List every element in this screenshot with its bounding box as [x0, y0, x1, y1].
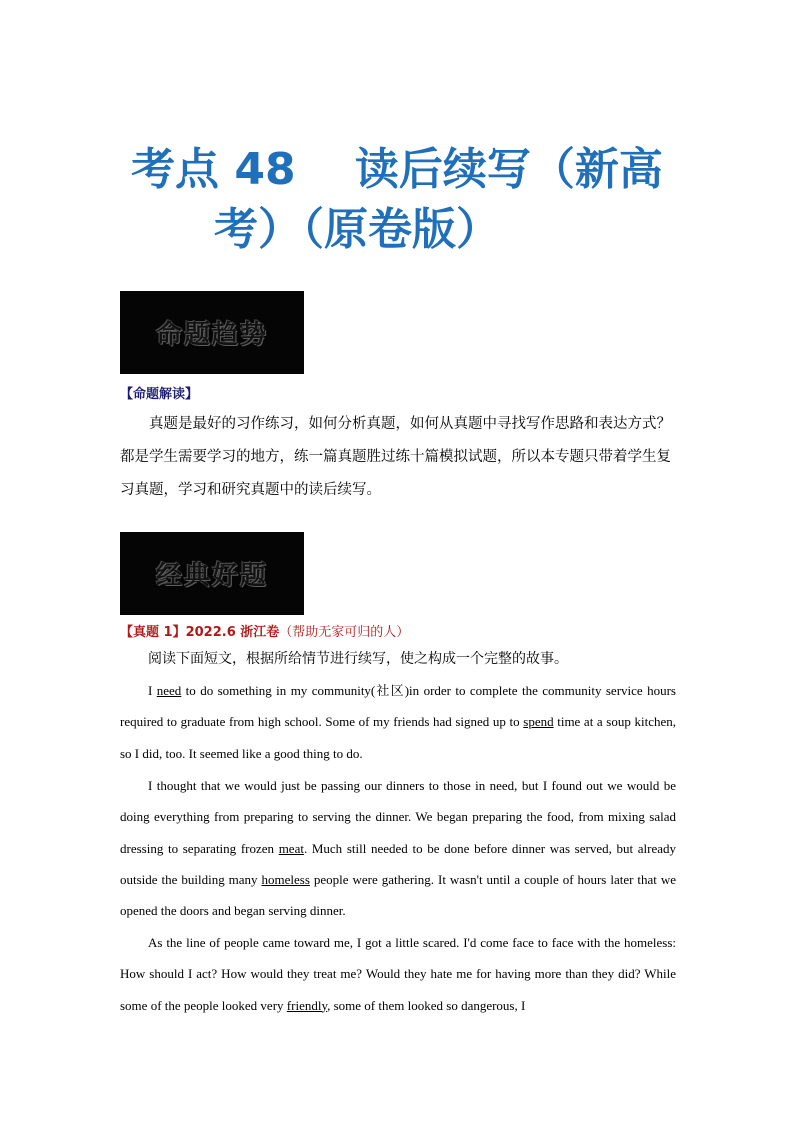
text-run: As the line of people came toward me, I got a little scared. I'd come face to face with the homeless: How should I act? How would they treat me? Would they hate me for having more than they did? While some of the people looked very	[120, 935, 676, 1013]
underlined-word: friendly	[286, 997, 328, 1013]
text-run: I thought that we would just be passing our dinners to those in need, but I found out we would be doing everything from preparing to serving the dinner. We began preparing the food, from mixing salad dressing to separating frozen	[120, 778, 676, 856]
title-line-2: 考）（原卷版）	[214, 204, 500, 255]
question-label: 【真题 1】2022.6 浙江卷	[120, 625, 280, 640]
underlined-word: need	[156, 683, 182, 698]
title-line-1: 考点 48 读后续写（新高	[131, 144, 663, 195]
text-run: to do something in my community(社区)in order to complete the community service hours required to graduate from high school. Some of my friends had signed up to	[120, 683, 676, 730]
underlined-word: meat	[278, 840, 304, 856]
question-instruction: 阅读下面短文，根据所给情节进行续写，使之构成一个完整的故事。	[148, 651, 568, 667]
passage-paragraph-2	[120, 770, 676, 926]
text-run: , some of them looked so dangerous, I	[327, 997, 526, 1013]
classic-banner	[120, 532, 304, 615]
text-run: I	[148, 683, 157, 698]
text-run: time at a soup kitchen, so I did, too. It seemed like a good thing to do.	[120, 714, 676, 761]
passage-paragraph-1	[120, 675, 676, 769]
underlined-word: homeless	[261, 871, 310, 887]
question-heading	[120, 621, 409, 640]
text-run: people were gathering. It wasn't until a couple of hours later that we opened the doors and began serving dinner.	[120, 871, 676, 919]
passage-paragraph-3	[120, 927, 676, 1021]
text-run: . Much still needed to be done before dinner was served, but already outside the building many	[120, 840, 677, 887]
trend-banner-text: 命题趋势	[155, 320, 268, 350]
interpretation-label: 【命题解读】	[120, 387, 199, 402]
underlined-word: spend	[523, 714, 554, 730]
interpretation-text: 真题是最好的习作练习，如何分析真题，如何从真题中寻找写作思路和表达方式？都是学生需要学习的地方，练一篇真题胜过练十篇模拟试题，所以本专题只带着学生复习真题，学习和研究真题中的读后续写。	[120, 416, 671, 498]
question-subtitle: （帮助无家可归的人）	[279, 625, 410, 640]
classic-banner-text: 经典好题	[155, 561, 268, 591]
page-title	[60, 140, 734, 260]
trend-banner	[120, 291, 304, 374]
